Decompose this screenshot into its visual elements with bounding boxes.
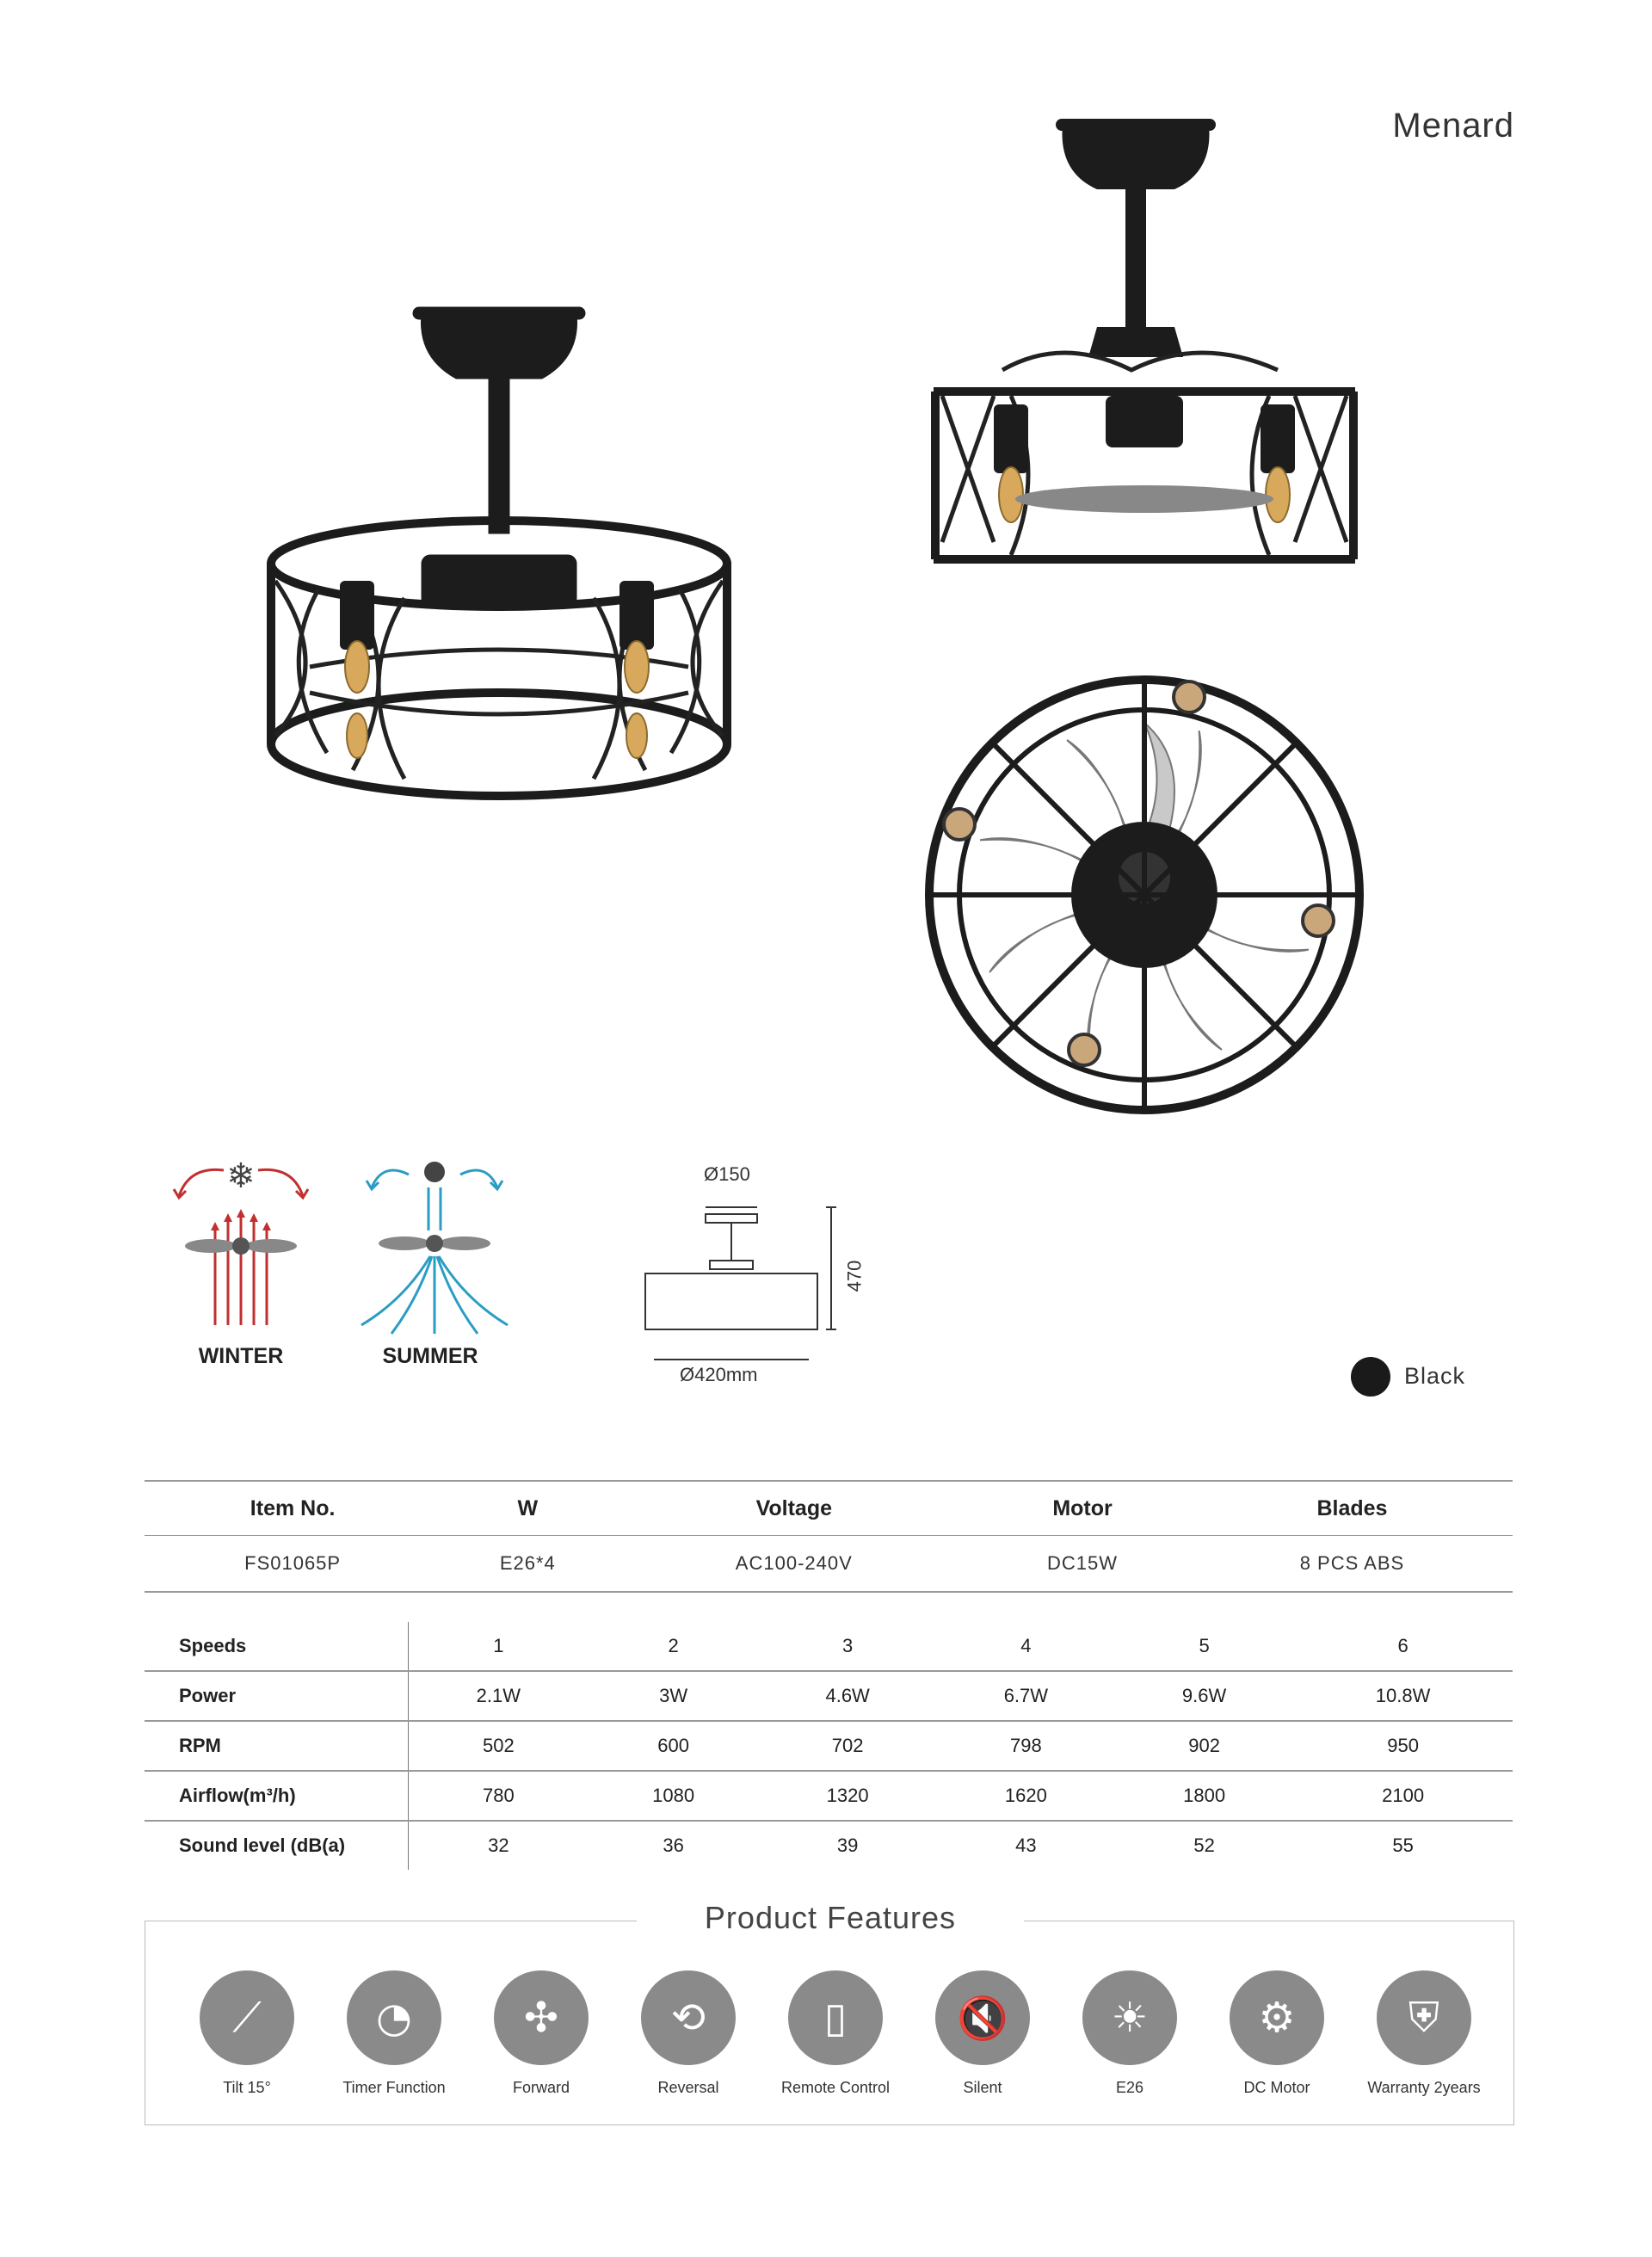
performance-cell: 502 [409, 1721, 589, 1771]
performance-cell: 798 [937, 1721, 1115, 1771]
performance-cell: 4 [937, 1622, 1115, 1671]
performance-cell: 36 [663, 1835, 684, 1856]
summer-mode-label: SUMMER [382, 1344, 478, 1368]
black-color-swatch [1351, 1357, 1390, 1397]
performance-row-label: Power [145, 1671, 409, 1721]
performance-cell: 1620 [937, 1771, 1115, 1821]
timer-icon: ◔ [347, 1970, 441, 2065]
tilt-icon: ⟋ [200, 1970, 294, 2065]
performance-cell: 3 [759, 1622, 937, 1671]
height-label: 470 [843, 1260, 866, 1292]
w-value: E26*4 [441, 1536, 614, 1593]
feature-item [909, 1970, 1056, 2097]
features-title: Product Features [637, 1900, 1024, 1936]
performance-row-label: Airflow(m³/h) [145, 1771, 409, 1821]
motor-value: DC15W [973, 1536, 1192, 1593]
remote-icon: ▯ [788, 1970, 883, 2065]
performance-cell: 780 [409, 1771, 589, 1821]
performance-cell: 3W [589, 1671, 759, 1721]
feature-label: E26 [1115, 2079, 1144, 2096]
performance-row-label: RPM [145, 1721, 409, 1771]
feature-item [321, 1970, 467, 2097]
performance-row-label: Speeds [145, 1622, 409, 1671]
performance-row [145, 1771, 1513, 1821]
warranty-icon: ⛨ [1377, 1970, 1471, 2065]
performance-cell: 1320 [759, 1771, 937, 1821]
feature-item [1204, 1970, 1350, 2097]
feature-item [1057, 1970, 1203, 2097]
performance-table [145, 1622, 1513, 1870]
feature-label: Timer Function [342, 2079, 446, 2096]
feature-label: Reversal [657, 2079, 719, 2096]
item-no-value: FS01065P [145, 1536, 441, 1593]
performance-cell: 702 [759, 1721, 937, 1771]
performance-cell: 600 [589, 1721, 759, 1771]
performance-cell: 2100 [1293, 1771, 1513, 1821]
performance-cell: 1 [409, 1622, 589, 1671]
feature-item [615, 1970, 761, 2097]
header-item-no: Item No. [145, 1481, 441, 1536]
feature-item [762, 1970, 909, 2097]
performance-cell: 6.7W [937, 1671, 1115, 1721]
header-w: W [441, 1481, 614, 1536]
feature-label: Forward [512, 2079, 570, 2096]
performance-row [145, 1821, 1513, 1870]
summer-mode-icon [353, 1153, 516, 1342]
feature-label: Silent [963, 2079, 1002, 2096]
performance-cell: 52 [1193, 1835, 1215, 1856]
fan-bottom-view-image [921, 671, 1368, 1119]
body-diameter-label: Ø420mm [680, 1364, 758, 1385]
spec-row [145, 1536, 1513, 1593]
performance-row [145, 1622, 1513, 1671]
spec-table [145, 1480, 1513, 1593]
fan-angled-view-image [258, 305, 740, 822]
performance-cell: 4.6W [759, 1671, 937, 1721]
performance-cell: 43 [1015, 1835, 1037, 1856]
feature-label: Warranty 2years [1367, 2079, 1481, 2096]
performance-cell: 6 [1293, 1622, 1513, 1671]
fan-side-view-image [925, 112, 1364, 577]
dimension-drawing [637, 1200, 860, 1372]
header-motor: Motor [973, 1481, 1192, 1536]
bulb-icon: ☀ [1082, 1970, 1177, 2065]
performance-cell: 32 [488, 1835, 509, 1856]
feature-label: Remote Control [780, 2079, 891, 2096]
winter-mode-icon [163, 1153, 318, 1351]
feature-label: DC Motor [1243, 2079, 1310, 2096]
silent-icon: 🔇 [935, 1970, 1030, 2065]
color-label: Black [1404, 1363, 1466, 1389]
forward-icon: ✣ [494, 1970, 589, 2065]
performance-cell: 55 [1392, 1835, 1414, 1856]
product-title: Menard [1392, 107, 1514, 145]
performance-row [145, 1721, 1513, 1771]
performance-cell: 1800 [1115, 1771, 1293, 1821]
feature-item [1351, 1970, 1497, 2097]
feature-item [468, 1970, 614, 2097]
top-diameter-label: Ø150 [704, 1163, 750, 1185]
performance-row [145, 1671, 1513, 1721]
reversal-icon: ⟲ [641, 1970, 736, 2065]
voltage-value: AC100-240V [614, 1536, 973, 1593]
performance-cell: 39 [836, 1835, 859, 1856]
performance-cell: 2.1W [409, 1671, 589, 1721]
performance-cell: 2 [589, 1622, 759, 1671]
performance-cell: 5 [1115, 1622, 1293, 1671]
performance-cell: 10.8W [1293, 1671, 1513, 1721]
performance-cell: 9.6W [1115, 1671, 1293, 1721]
performance-cell: 950 [1293, 1721, 1513, 1771]
header-blades: Blades [1192, 1481, 1513, 1536]
dc-motor-icon: ⚙ [1230, 1970, 1324, 2065]
performance-cell: 902 [1115, 1721, 1293, 1771]
header-voltage: Voltage [614, 1481, 973, 1536]
winter-mode-label: WINTER [198, 1344, 284, 1368]
blades-value: 8 PCS ABS [1192, 1536, 1513, 1593]
feature-item [174, 1970, 320, 2097]
svg-text:❄: ❄ [226, 1156, 256, 1196]
performance-cell: 1080 [589, 1771, 759, 1821]
performance-row-label: Sound level (dB(a) [145, 1821, 409, 1870]
spec-header-row [145, 1481, 1513, 1536]
feature-label: Tilt 15° [223, 2079, 271, 2096]
